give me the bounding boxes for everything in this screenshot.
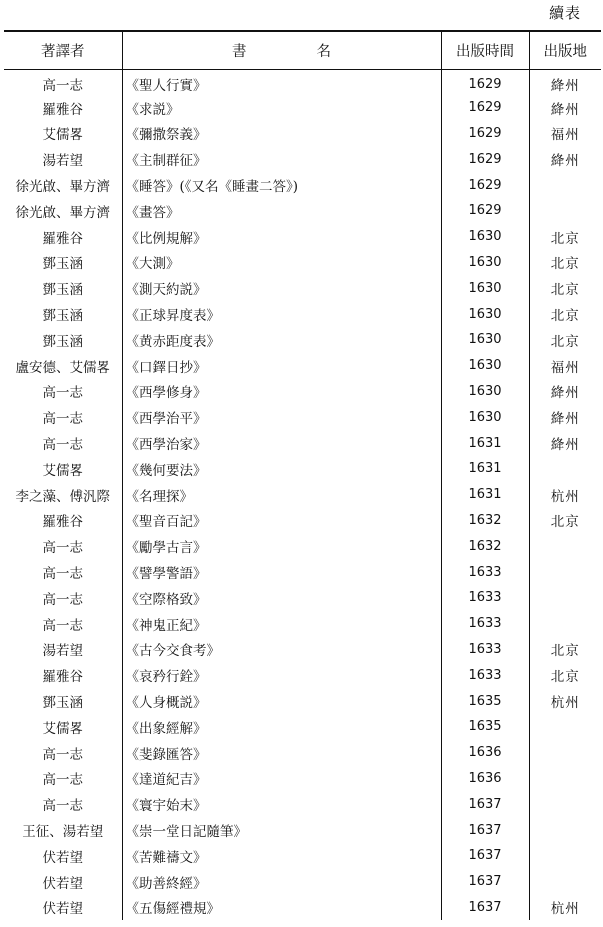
book-catalog-table <box>4 30 601 920</box>
translator-cell: 鄧玉涵 <box>42 695 83 712</box>
table-row <box>4 301 601 327</box>
year-cell: 1632 <box>441 533 529 559</box>
title-cell: 《正球昇度表》 <box>122 301 441 327</box>
title-cell: 《哀矜行銓》 <box>122 662 441 688</box>
year-cell: 1629 <box>441 95 529 121</box>
place-cell: 絳州 <box>529 146 601 172</box>
title-cell: 《助善終經》 <box>122 869 441 895</box>
title-cell: 《西學治平》 <box>122 404 441 430</box>
translator-cell: 羅雅谷 <box>42 101 83 118</box>
year-cell: 1635 <box>441 714 529 740</box>
year-cell: 1637 <box>441 869 529 895</box>
year-cell: 1629 <box>441 121 529 147</box>
translator-cell: 徐光啟、畢方濟 <box>15 179 110 196</box>
translator-cell: 鄧玉涵 <box>42 308 83 325</box>
title-cell: 《譬學警語》 <box>122 559 441 585</box>
year-cell: 1637 <box>441 843 529 869</box>
place-cell <box>529 585 601 611</box>
translator-cell: 鄧玉涵 <box>42 256 83 273</box>
translator-cell: 高一志 <box>42 78 83 95</box>
table-row <box>4 379 601 405</box>
table-row <box>4 146 601 172</box>
year-cell: 1631 <box>441 482 529 508</box>
table-row <box>4 533 601 559</box>
table-row <box>4 69 601 95</box>
year-cell: 1630 <box>441 250 529 276</box>
title-cell: 《人身概説》 <box>122 688 441 714</box>
year-cell: 1633 <box>441 662 529 688</box>
year-cell: 1629 <box>441 172 529 198</box>
year-cell: 1630 <box>441 301 529 327</box>
translator-cell: 高一志 <box>42 385 83 402</box>
place-cell: 絳州 <box>529 69 601 95</box>
translator-cell: 高一志 <box>42 746 83 763</box>
translator-cell: 湯若望 <box>42 153 83 170</box>
table-row <box>4 817 601 843</box>
year-cell: 1630 <box>441 404 529 430</box>
table-row <box>4 508 601 534</box>
translator-cell: 盧安德、艾儒畧 <box>15 359 110 376</box>
year-cell: 1635 <box>441 688 529 714</box>
translator-cell: 伏若望 <box>42 849 83 866</box>
translator-cell: 高一志 <box>42 798 83 815</box>
translator-cell: 高一志 <box>42 591 83 608</box>
translator-cell: 高一志 <box>42 566 83 583</box>
table-row <box>4 869 601 895</box>
year-cell: 1630 <box>441 353 529 379</box>
title-cell: 《聖人行實》 <box>122 69 441 95</box>
table-row <box>4 121 601 147</box>
table-row <box>4 198 601 224</box>
title-cell: 《名理探》 <box>122 482 441 508</box>
year-cell: 1637 <box>441 817 529 843</box>
table-row <box>4 791 601 817</box>
place-cell: 北京 <box>529 662 601 688</box>
year-cell: 1630 <box>441 327 529 353</box>
table-row <box>4 585 601 611</box>
header-row <box>4 31 601 69</box>
title-cell: 《彌撒祭義》 <box>122 121 441 147</box>
year-cell: 1631 <box>441 430 529 456</box>
place-cell <box>529 740 601 766</box>
year-cell: 1633 <box>441 637 529 663</box>
title-cell: 《比例規解》 <box>122 224 441 250</box>
table-row <box>4 95 601 121</box>
translator-cell: 羅雅谷 <box>42 514 83 531</box>
title-cell: 《大測》 <box>122 250 441 276</box>
table-row <box>4 559 601 585</box>
table-row <box>4 456 601 482</box>
translator-cell: 伏若望 <box>42 875 83 892</box>
header-place: 出版地 <box>529 31 601 69</box>
place-cell <box>529 456 601 482</box>
title-cell: 《西學修身》 <box>122 379 441 405</box>
year-cell: 1637 <box>441 791 529 817</box>
title-cell: 《睡答》(《又名《睡畫二答》) <box>122 172 441 198</box>
place-cell: 杭州 <box>529 688 601 714</box>
translator-cell: 羅雅谷 <box>42 230 83 247</box>
translator-cell: 高一志 <box>42 772 83 789</box>
place-cell <box>529 611 601 637</box>
title-cell: 《畫答》 <box>122 198 441 224</box>
translator-cell: 鄧玉涵 <box>42 282 83 299</box>
translator-cell: 高一志 <box>42 411 83 428</box>
table-row <box>4 353 601 379</box>
year-cell: 1629 <box>441 198 529 224</box>
place-cell <box>529 791 601 817</box>
year-cell: 1629 <box>441 69 529 95</box>
year-cell: 1632 <box>441 508 529 534</box>
place-cell <box>529 172 601 198</box>
title-cell: 《五傷經禮規》 <box>122 895 441 921</box>
translator-cell: 高一志 <box>42 437 83 454</box>
place-cell: 杭州 <box>529 895 601 921</box>
place-cell: 絳州 <box>529 404 601 430</box>
translator-cell: 李之藻、傅汎際 <box>15 488 110 505</box>
table-row <box>4 740 601 766</box>
place-cell: 北京 <box>529 301 601 327</box>
title-cell: 《斐錄匯答》 <box>122 740 441 766</box>
place-cell <box>529 533 601 559</box>
title-cell: 《求説》 <box>122 95 441 121</box>
translator-cell: 王征、湯若望 <box>22 824 104 840</box>
header-title <box>122 31 441 69</box>
title-cell: 《空際格致》 <box>122 585 441 611</box>
title-cell: 《主制群征》 <box>122 146 441 172</box>
title-cell: 《神鬼正紀》 <box>122 611 441 637</box>
place-cell: 北京 <box>529 275 601 301</box>
place-cell <box>529 843 601 869</box>
year-cell: 1633 <box>441 611 529 637</box>
year-cell: 1636 <box>441 740 529 766</box>
place-cell: 絳州 <box>529 379 601 405</box>
table-row <box>4 482 601 508</box>
place-cell: 北京 <box>529 224 601 250</box>
title-cell: 《古今交食考》 <box>122 637 441 663</box>
header-title-char-2: 名 <box>316 43 331 60</box>
header-translator: 著譯者 <box>4 31 122 69</box>
year-cell: 1636 <box>441 766 529 792</box>
title-cell: 《出象經解》 <box>122 714 441 740</box>
continued-label: 續表 <box>548 4 581 22</box>
translator-cell: 高一志 <box>42 540 83 557</box>
title-cell: 《西學治家》 <box>122 430 441 456</box>
year-cell: 1633 <box>441 585 529 611</box>
place-cell: 北京 <box>529 637 601 663</box>
title-cell: 《測天約説》 <box>122 275 441 301</box>
year-cell: 1629 <box>441 146 529 172</box>
translator-cell: 艾儒畧 <box>42 720 83 737</box>
title-cell: 《勵學古言》 <box>122 533 441 559</box>
place-cell <box>529 817 601 843</box>
table-row <box>4 275 601 301</box>
table-row <box>4 404 601 430</box>
table-row <box>4 172 601 198</box>
table-row <box>4 766 601 792</box>
place-cell: 福州 <box>529 353 601 379</box>
translator-cell: 艾儒畧 <box>42 127 83 144</box>
year-cell: 1637 <box>441 895 529 921</box>
place-cell: 北京 <box>529 250 601 276</box>
header-title-char-1: 書 <box>232 43 247 60</box>
year-cell: 1630 <box>441 224 529 250</box>
translator-cell: 伏若望 <box>42 901 83 918</box>
place-cell: 絳州 <box>529 430 601 456</box>
title-cell: 《崇一堂日記隨筆》 <box>122 817 441 843</box>
title-cell: 《幾何要法》 <box>122 456 441 482</box>
place-cell <box>529 714 601 740</box>
table-row <box>4 714 601 740</box>
translator-cell: 鄧玉涵 <box>42 333 83 350</box>
table-row <box>4 224 601 250</box>
table-row <box>4 611 601 637</box>
title-cell: 《達道紀吉》 <box>122 766 441 792</box>
table-row <box>4 662 601 688</box>
title-cell: 《寰宇始末》 <box>122 791 441 817</box>
table-body <box>4 69 601 920</box>
table-header <box>4 31 601 69</box>
title-cell: 《苦難禱文》 <box>122 843 441 869</box>
translator-cell: 艾儒畧 <box>42 462 83 479</box>
place-cell <box>529 198 601 224</box>
year-cell: 1630 <box>441 275 529 301</box>
translator-cell: 湯若望 <box>42 643 83 660</box>
translator-cell: 高一志 <box>42 617 83 634</box>
table-row <box>4 250 601 276</box>
translator-cell: 羅雅谷 <box>42 669 83 686</box>
year-cell: 1631 <box>441 456 529 482</box>
place-cell <box>529 559 601 585</box>
place-cell: 福州 <box>529 121 601 147</box>
place-cell <box>529 766 601 792</box>
place-cell: 絳州 <box>529 95 601 121</box>
table-row <box>4 895 601 921</box>
table-row <box>4 688 601 714</box>
header-year: 出版時間 <box>441 31 529 69</box>
translator-cell: 徐光啟、畢方濟 <box>15 204 110 221</box>
table-row <box>4 327 601 353</box>
place-cell: 北京 <box>529 508 601 534</box>
place-cell: 北京 <box>529 327 601 353</box>
table-row <box>4 637 601 663</box>
year-cell: 1633 <box>441 559 529 585</box>
year-cell: 1630 <box>441 379 529 405</box>
table-row <box>4 843 601 869</box>
place-cell <box>529 869 601 895</box>
title-cell: 《口鐸日抄》 <box>122 353 441 379</box>
place-cell: 杭州 <box>529 482 601 508</box>
title-cell: 《黄赤距度表》 <box>122 327 441 353</box>
title-cell: 《聖音百記》 <box>122 508 441 534</box>
table-row <box>4 430 601 456</box>
